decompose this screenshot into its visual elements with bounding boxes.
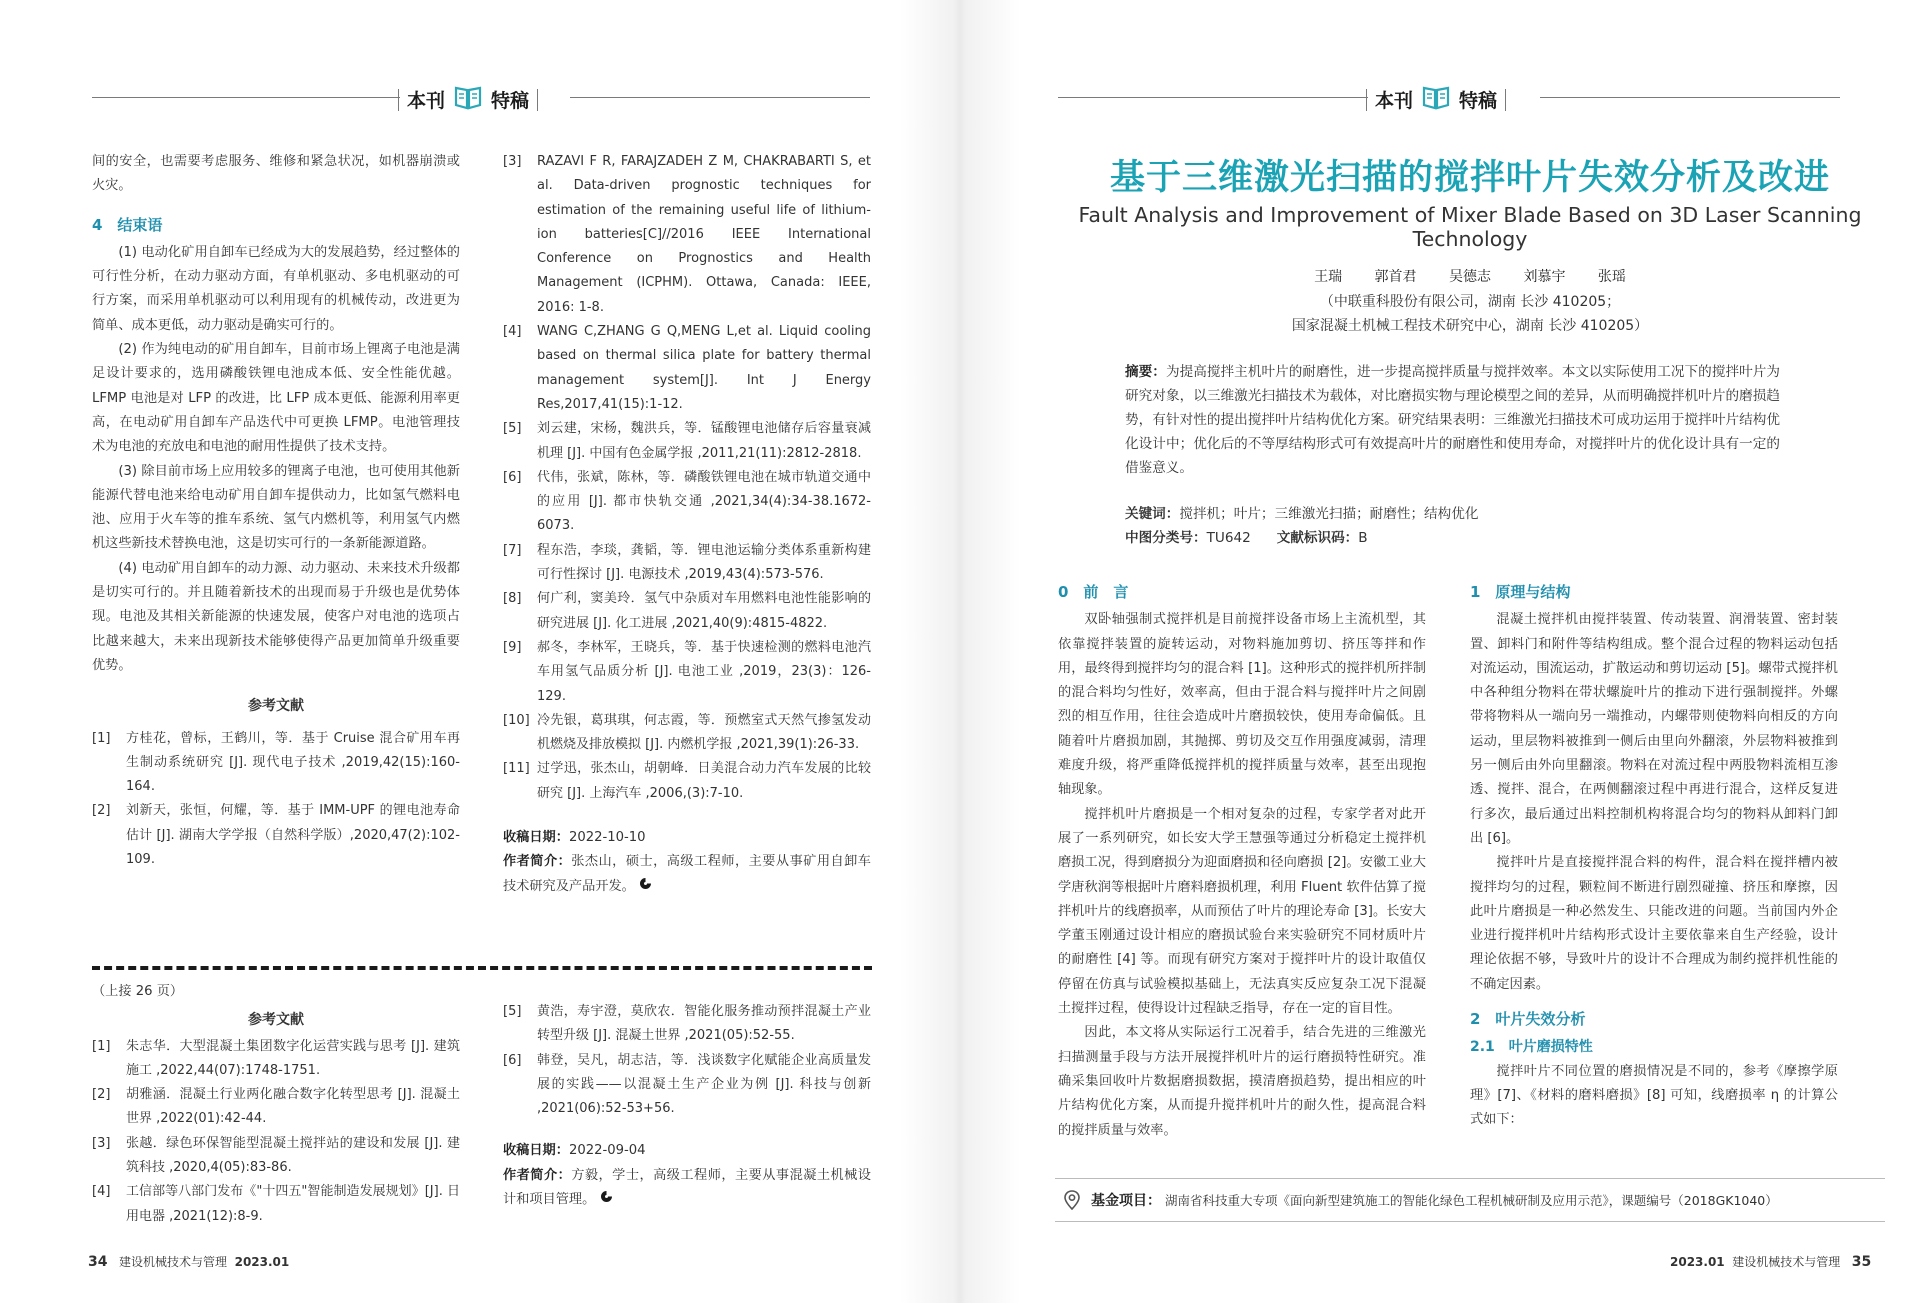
affiliation-line: （中联重科股份有限公司，湖南 长沙 410205； xyxy=(1319,294,1621,310)
reference-item: [4] WANG C,ZHANG G Q,MENG L,et al. Liquid cooling based on thermal silica plate for battery thermal management system[J]. Int J Energy Res,2017,41(15):1-12. xyxy=(503,324,871,412)
author-name: 郭首君 xyxy=(1374,269,1417,285)
conclusion-paragraph: (1) 电动化矿用自卸车已经成为大的发展趋势，经过整体的可行性分析，在动力驱动方面，有单机驱动、多电机驱动的可行方案，而采用单机驱动可以利用现有的机械传动，改进更为简单、成本更低，动力驱动是确实可行的。 xyxy=(92,244,460,333)
body-paragraph: 因此，本文将从实际运行工况着手，结合先进的三维激光扫描测量手段与方法开展搅拌机叶片的运行磨损特性研究。准确采集回收叶片数据磨损数据，摸清磨损趋势，提出相应的叶片结构优化方案，从而提升搅拌机叶片的耐久性，提高混合料的搅拌质量与效率。 xyxy=(1058,1025,1426,1138)
continued-references-title: 参考文献 xyxy=(248,1012,304,1029)
left-column-1 xyxy=(92,150,460,872)
right-header-rule-left xyxy=(1058,97,1368,98)
reference-item: [1] 方桂花，曾标，王鹤川，等．基于 Cruise 混合矿用车再生制动系统研究 [J]. 现代电子技术 ,2019,42(15):160-164. xyxy=(92,730,460,795)
page-gutter xyxy=(900,0,1020,1303)
author-bio: 作者简介：方毅，学士，高级工程师，主要从事混凝土机械设计和项目管理。 xyxy=(503,1167,871,1208)
brand-right-text: 特稿 xyxy=(491,90,530,112)
author-name: 王瑞 xyxy=(1314,269,1343,285)
body-paragraph: 双卧轴强制式搅拌机是目前搅拌设备市场上主流机型，其依靠搅拌装置的旋转运动，对物料施加剪切、挤压等拌和作用，最终得到搅拌均匀的混合料 [1]。这种形式的搅拌机所拌制的混合料均匀性好，效率高，但由于混合料与搅拌叶片之间剧烈的相互作用，往往会造成叶片磨损较快，使用寿命偏低。且随着叶片磨损加剧，其抛掷、剪切及交互作用强度减弱，清理难度升级，将严重降低搅拌机的搅拌质量与效率，甚至出现抱轴现象。 xyxy=(1058,612,1426,798)
abstract xyxy=(1125,360,1780,480)
body-paragraph: 搅拌机叶片磨损是一个相对复杂的过程，专家学者对此开展了一系列研究，如长安大学王慧强等通过分析稳定土搅拌机磨损工况，得到磨损分为迎面磨损和径向磨损 [2]。安徽工业大学唐秋润等根据叶片磨料磨损机理，利用 Fluent 软件估算了搅拌机叶片的线磨损率，从而预估了叶片的理论寿命 [3]。长安大学董玉刚通过设计相应的磨损试验台来实验研究不同材质叶片的耐磨性 [4] 等。而现有研究方案对于搅拌叶片的设计取值仅停留在仿真与试验模拟基础上，无法真实反应复杂工况下混凝土搅拌过程，使得设计过程缺乏指导，存在一定的盲目性。 xyxy=(1058,806,1426,1017)
references-title: 参考文献 xyxy=(248,698,304,715)
reference-item: [5] 刘云建，宋杨，魏洪兵，等．锰酸锂电池储存后容量衰减机理 [J]. 中国有色金属学报 ,2011,21(11):2812-2818. xyxy=(503,421,871,461)
author-name: 吴德志 xyxy=(1449,269,1491,285)
conclusion-paragraph: (2) 作为纯电动的矿用自卸车，目前市场上锂离子电池是满足设计要求的，选用磷酸铁锂电池成本低、安全性能优越。LFMP 电池是对 LFP 的改进，比 LFP 成本更低、能源利用率更高，在电动矿用自卸车产品迭代中可更换 LFMP。电池管理技术为电池的充放电和电池的耐用性提供了技术支持。 xyxy=(92,342,460,455)
brand-right-text: 特稿 xyxy=(1459,90,1498,112)
fund-text: 湖南省科技重大专项《面向新型建筑施工的智能化绿色工程机械研制及应用示范》，课题编号（2018GK1040） xyxy=(1165,1193,1778,1208)
body-paragraph: 混凝土搅拌机由搅拌装置、传动装置、润滑装置、密封装置、卸料门和附件等结构组成。整个混合过程的物料运动包括对流运动，围流运动，扩散运动和剪切运动 [5]。螺带式搅拌机中各种组分物料在带状螺旋叶片的推动下进行强制搅拌。外螺带将物料从一端向另一端推动，内螺带则使物料向相反的方向运动，里层物料被推到一侧后由里向外翻滚，外层物料被推到另一侧后由外向里翻滚。物料在对流过程中两股物料流相互渗透、搅拌、混合，在两侧翻滚过程中再进行混合，这样反复进行多次，最后通过出料控制机构将混合均匀的物料从卸料门卸出 [6]。 xyxy=(1470,612,1838,846)
page-number: 34 xyxy=(88,1254,108,1270)
abstract-text: 为提高搅拌主机叶片的耐磨性，进一步提高搅拌质量与搅拌效率。本文以实际使用工况下的搅拌叶片为研究对象，以三维激光扫描技术为载体，对比磨损实物与理论模型之间的差异，从而明确搅拌机叶片的磨损趋势，有针对性的提出搅拌叶片结构优化方案。研究结果表明：三维激光扫描技术可成功运用于搅拌叶片结构优化设计中；优化后的不等厚结构形式可有效提高叶片的耐磨性和使用寿命，对搅拌叶片的优化设计具有一定的借鉴意义。 xyxy=(1125,364,1781,476)
reference-item: [7] 程东浩，李琰，龚韬，等．锂电池运输分类体系重新构建可行性探讨 [J]. 电源技术 ,2019,43(4):573-576. xyxy=(503,542,871,583)
reference-item: [8] 何广利，窦美玲．氢气中杂质对车用燃料电池性能影响的研究进展 [J]. 化工进展 ,2021,40(9):4815-4822. xyxy=(503,591,871,631)
reference-item: [1] 朱志华．大型混凝土集团数字化运营实践与思考 [J]. 建筑施工 ,2022,44(07):1748-1751. xyxy=(92,1038,460,1078)
end-mark-icon xyxy=(600,1192,613,1207)
article-title-en: Fault Analysis and Improvement of Mixer Blade Based on 3D Laser Scanning Technology xyxy=(1078,203,1862,251)
page-number: 35 xyxy=(1851,1254,1872,1270)
body-paragraph: 搅拌叶片不同位置的磨损情况是不同的，参考《摩擦学原理》[7]、《材料的磨料磨损》[8] 可知，线磨损率 η 的计算公式如下： xyxy=(1470,1063,1838,1128)
brand-left-text: 本刊 xyxy=(407,90,446,112)
journal-name: 建设机械技术与管理 xyxy=(1732,1255,1841,1269)
reference-item: [10] 冷先银，葛琪琪，何志霞，等．预燃室式天然气掺氢发动机燃烧及排放模拟 [J]. 内燃机学报 ,2021,39(1):26-33. xyxy=(503,712,871,753)
right-column-1 xyxy=(1058,580,1426,1143)
reference-item: [6] 韩登，吴凡，胡志洁，等．浅谈数字化赋能企业高质量发展的实践——以混凝土生产企业为例 [J]. 科技与创新 ,2021(06):52-53+56. xyxy=(503,1052,871,1117)
left-header-brand xyxy=(398,84,538,115)
section-0-title: 0 前 言 xyxy=(1058,583,1129,601)
section-2-title: 2 叶片失效分析 xyxy=(1470,1010,1586,1029)
right-header-rule-right xyxy=(1540,97,1840,98)
left-column-2 xyxy=(503,150,871,899)
reference-item: [4] 工信部等八部门发布《"十四五"智能制造发展规划》[J]. 日用电器 ,2021(12):8-9. xyxy=(92,1184,460,1224)
continued-column-2 xyxy=(503,1000,871,1212)
conclusion-paragraph: (4) 电动矿用自卸车的动力源、动力驱动、未来技术升级都是切实可行的。并且随着新技术的出现而易于升级也是优势体现。电池及其相关新能源的快速发展，使客户对电池的选项占比越来越大，未来出现新技术能够使得产品更加简单升级重要优势。 xyxy=(92,560,460,673)
location-pin-icon xyxy=(1061,1189,1083,1211)
abstract-label: 摘要： xyxy=(1125,364,1166,380)
reference-item: [3] RAZAVI F R, FARAJZADEH Z M, CHAKRABARTI S, et al. Data-driven prognostic techniques for estimation of the remaining useful life of lithium-ion batteries[C]//2016 IEEE International Conference on Prognostics and Health Management (ICPHM). Ottawa, Canada: IEEE, 2016: 1-8. xyxy=(503,154,871,315)
affiliations xyxy=(1060,290,1880,338)
author-list xyxy=(1060,266,1880,286)
end-mark-icon xyxy=(639,879,652,894)
conclusion-paragraph: (3) 除目前市场上应用较多的锂离子电池，也可使用其他新能源代替电池来给电动矿用自卸车提供动力，比如氢气燃料电池、应用于火车等的推车系统、氢气内燃机等，利用氢气内燃机这些新技术替换电池，这是切实可行的一条新能源道路。 xyxy=(92,463,460,552)
author-bio: 作者简介：张杰山，硕士，高级工程师，主要从事矿用自卸车技术研究及产品开发。 xyxy=(503,854,871,894)
reference-item: [3] 张越．绿色环保智能型混凝土搅拌站的建设和发展 [J]. 建筑科技 ,2020,4(05):83-86. xyxy=(92,1135,460,1176)
section-2-1-title: 2.1 叶片磨损特性 xyxy=(1470,1039,1593,1056)
right-header-brand xyxy=(1366,84,1506,115)
journal-name: 建设机械技术与管理 xyxy=(118,1255,227,1269)
brand-left-text: 本刊 xyxy=(1375,90,1414,112)
reference-item: [11] 过学迅，张杰山，胡朝峰．日美混合动力汽车发展的比较研究 [J]. 上海汽车 ,2006,(3):7-10. xyxy=(503,761,871,801)
continued-column-1 xyxy=(92,980,460,1229)
affiliation-line: 国家混凝土机械工程技术研究中心，湖南 长沙 410205） xyxy=(1291,318,1649,334)
received-date: 收稿日期：2022-09-04 xyxy=(503,1143,646,1159)
keywords: 关键词：搅拌机；叶片；三维激光扫描；耐磨性；结构优化 xyxy=(1125,506,1479,522)
article-title-cn: 基于三维激光扫描的搅拌叶片失效分析及改进 xyxy=(1109,158,1830,198)
received-date: 收稿日期：2022-10-10 xyxy=(503,830,646,846)
left-footer xyxy=(88,1253,289,1270)
body-paragraph: 搅拌叶片是直接搅拌混合料的构件，混合料在搅拌槽内被搅拌均匀的过程，颗粒间不断进行剧烈碰撞、挤压和摩擦，因此叶片磨损是一种必然发生、只能改进的问题。当前国内外企业进行搅拌机叶片结构形式设计主要依靠来自生产经验，设计理论依据不够，导致叶片的设计不合理成为制约搅拌机性能的不确定因素。 xyxy=(1470,855,1838,992)
right-footer xyxy=(1670,1253,1871,1270)
section-4-title: 4 结束语 xyxy=(92,215,163,234)
book-icon xyxy=(1421,84,1451,115)
reference-item: [6] 代伟，张斌，陈林，等．磷酸铁锂电池在城市轨道交通中的应用 [J]. 都市快轨交通 ,2021,34(4):34-38.1672-6073. xyxy=(503,469,871,534)
left-header-rule-left xyxy=(92,97,400,98)
issue-date: 2023.01 xyxy=(1670,1255,1725,1269)
fund-label: 基金项目： xyxy=(1091,1193,1161,1209)
author-name: 张瑶 xyxy=(1597,269,1626,285)
reference-item: [9] 郝冬，李林军，王晓兵，等．基于快速检测的燃料电池汽车用氢气品质分析 [J]. 电池工业 ,2019，23(3)：126-129. xyxy=(503,639,871,704)
continued-note: （上接 26 页） xyxy=(92,984,184,999)
reference-item: [5] 黄浩，寿宇澄，莫欣农．智能化服务推动预拌混凝土产业转型升级 [J]. 混凝土世界 ,2021(05):52-55. xyxy=(503,1004,871,1044)
right-column-2 xyxy=(1470,580,1838,1133)
section-1-title: 1 原理与结构 xyxy=(1470,583,1571,601)
classification: 中图分类号：TU642 文献标识码：B xyxy=(1125,530,1368,546)
intro-text: 间的安全，也需要考虑服务、维修和紧急状况，如机器崩溃或火灾。 xyxy=(92,154,460,194)
reference-item: [2] 胡雅涵．混凝土行业两化融合数字化转型思考 [J]. 混凝土世界 ,2022(01):42-44. xyxy=(92,1087,460,1127)
fund-bar xyxy=(1055,1178,1885,1222)
section-divider xyxy=(92,966,872,970)
author-name: 刘慕宇 xyxy=(1523,269,1566,285)
left-header-rule-right xyxy=(570,97,870,98)
reference-item: [2] 刘新天，张恒，何耀，等．基于 IMM-UPF 的锂电池寿命估计 [J]. 湖南大学学报（自然科学版）,2020,47(2):102-109. xyxy=(92,803,460,868)
issue-date: 2023.01 xyxy=(234,1255,290,1269)
keywords-block xyxy=(1125,502,1825,550)
book-icon xyxy=(453,84,483,115)
